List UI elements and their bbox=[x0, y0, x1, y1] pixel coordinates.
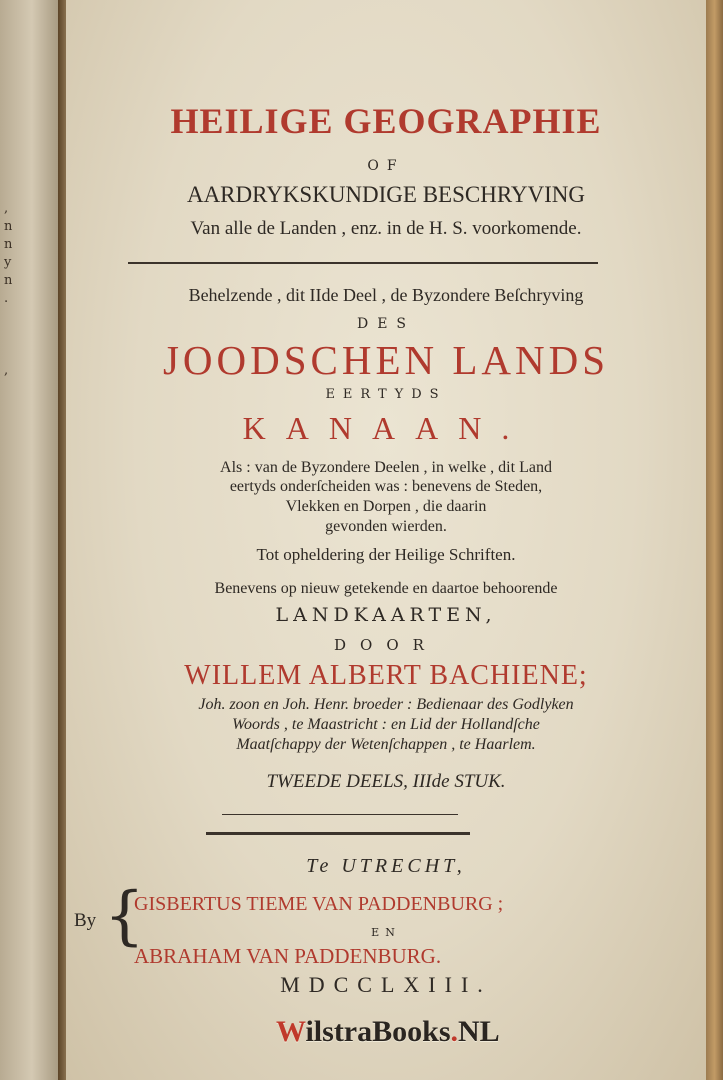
benevens-line: Benevens op nieuw getekende en daartoe behoorende bbox=[214, 580, 558, 597]
door-line: DOOR bbox=[334, 636, 438, 654]
author-description-1: Joh. zoon en Joh. Henr. broeder : Bedienaar des Godlyken bbox=[198, 696, 574, 713]
author-description-3: Maatſchappy der Wetenſchappen , te Haarlem. bbox=[236, 736, 536, 753]
imprint-place: Te UTRECHT, bbox=[306, 855, 466, 877]
main-title: HEILIGE GEOGRAPHIE bbox=[170, 101, 602, 141]
volume-part-line: TWEEDE DEELS, IIIde STUK. bbox=[266, 771, 506, 792]
author-description-2: Woords , te Maastricht : en Lid der Hollandſche bbox=[232, 716, 540, 733]
description-line-1: Als : van de Byzondere Deelen , in welke , dit Land bbox=[220, 459, 552, 476]
subtitle-line-2: Van alle de Landen , enz. in de H. S. voorkomende. bbox=[190, 218, 582, 239]
curly-brace-icon: { bbox=[104, 879, 145, 953]
left-page bbox=[0, 0, 60, 1080]
title-of: OF bbox=[367, 158, 405, 174]
publisher-2: ABRAHAM VAN PADDENBURG. bbox=[134, 944, 442, 968]
publisher-1: GISBERTUS TIEME VAN PADDENBURG ; bbox=[134, 893, 504, 915]
subtitle-line-1: AARDRYKSKUNDIGE BESCHRYVING bbox=[186, 182, 586, 207]
eertyds-line: EERTYDS bbox=[325, 387, 447, 402]
watermark-logo: WilstraBooks.NL bbox=[276, 1015, 500, 1048]
divider-rule-thin bbox=[222, 814, 458, 815]
description-line-2: eertyds onderſcheiden was : benevens de Steden, bbox=[229, 478, 543, 495]
behelzende-line: Behelzende , dit IIde Deel , de Byzondere Beſchryving bbox=[188, 285, 584, 305]
divider-rule-thick bbox=[206, 832, 470, 835]
title-page bbox=[66, 0, 706, 1080]
book-cover-edge bbox=[706, 0, 723, 1080]
imprint-en: EN bbox=[371, 926, 401, 939]
tot-opheldering-line: Tot opheldering der Heilige Schriften. bbox=[256, 545, 516, 564]
description-line-4: gevonden wierden. bbox=[325, 518, 447, 535]
imprint-by: By bbox=[74, 910, 97, 931]
left-page-text-fragments: , n n y n . , bbox=[4, 201, 13, 378]
author-name: WILLEM ALBERT BACHIENE; bbox=[184, 660, 588, 691]
landkaarten-line: LANDKAARTEN, bbox=[275, 604, 497, 626]
des-line: DES bbox=[356, 316, 416, 332]
kanaan-heading: KANAAN. bbox=[242, 410, 530, 446]
divider-rule bbox=[128, 262, 598, 264]
description-line-3: Vlekken en Dorpen , die daarin bbox=[285, 498, 487, 515]
joodschen-lands-heading: JOODSCHEN LANDS bbox=[162, 337, 610, 383]
publication-year: MDCCLXIII. bbox=[280, 972, 492, 997]
